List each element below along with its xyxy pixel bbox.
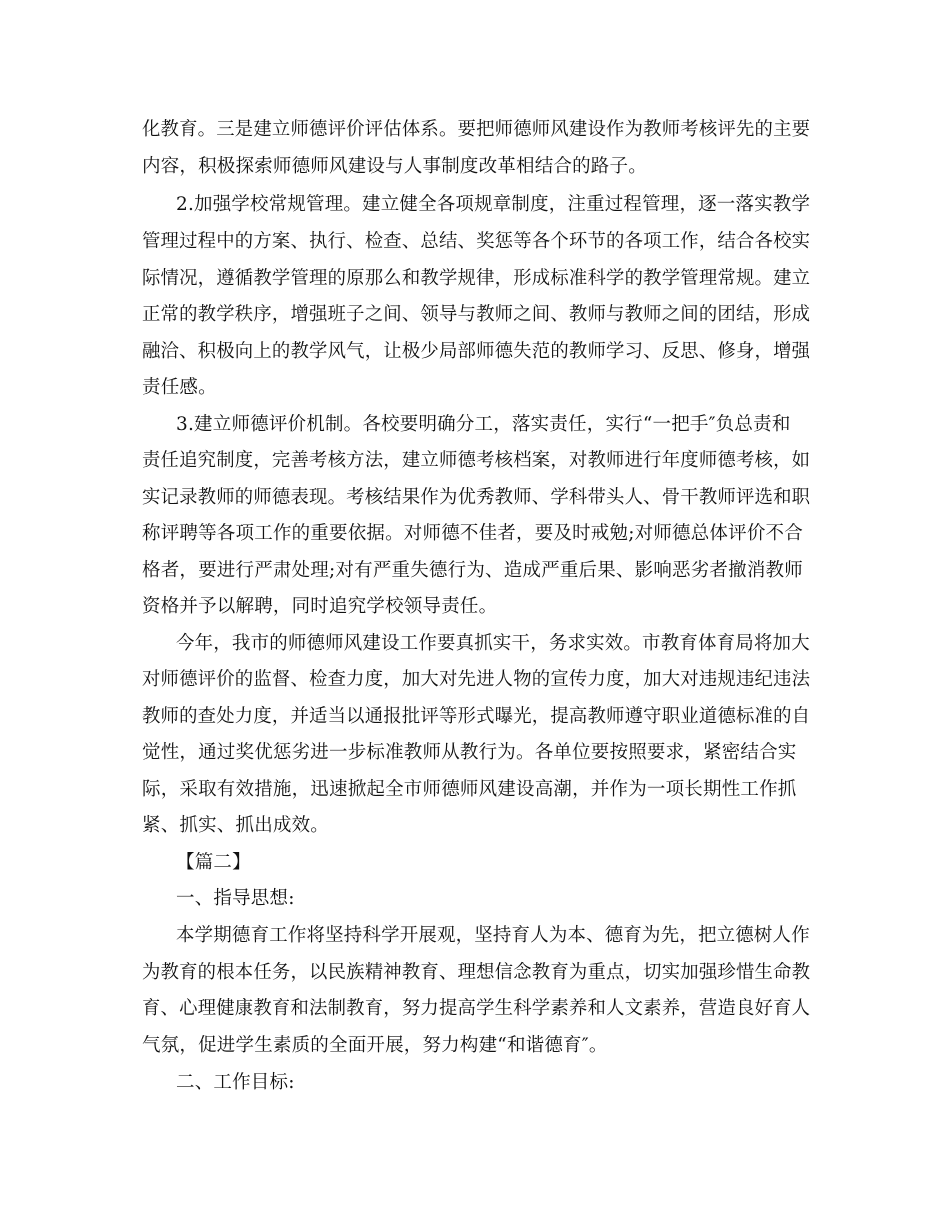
text-line: 际情况，遵循教学管理的原那么和教学规律，形成标准科学的教学管理常规。建立: [142, 268, 811, 289]
text-line: 格者，要进行严肃处理;对有严重失德行为、造成严重后果、影响恶劣者撤消教师: [142, 560, 803, 581]
text-line: 本学期德育工作将坚持科学开展观，坚持育人为本、德育为先，把立德树人作: [176, 925, 810, 946]
text-line: 为教育的根本任务，以民族精神教育、理想信念教育为重点，切实加强珍惜生命教: [142, 962, 811, 983]
text-line: 今年，我市的师德师风建设工作要真抓实干，务求实效。市教育体育局将加大: [176, 633, 810, 654]
section-heading: 一、指导思想:: [176, 888, 295, 909]
section-heading: 二、工作目标:: [176, 1072, 295, 1093]
text-line: 融洽、积极向上的教学风气，让极少局部师德失范的教师学习、反思、修身，增强: [142, 341, 811, 362]
text-line: 责任感。: [142, 377, 217, 398]
text-line: 化教育。三是建立师德评价评估体系。要把师德师风建设作为教师考核评先的主要: [142, 119, 811, 140]
text-line: 对师德评价的监督、检查力度，加大对先进人物的宣传力度，加大对违规违纪违法: [142, 669, 811, 690]
text-line: 育、心理健康教育和法制教育，努力提高学生科学素养和人文素养，营造良好育人: [142, 998, 811, 1019]
text-line: 责任追究制度，完善考核方法，建立师德考核档案，对教师进行年度师德考核，如: [142, 450, 811, 471]
text-line: 资格并予以解聘，同时追究学校领导责任。: [142, 596, 498, 617]
text-line: 紧、抓实、抓出成效。: [142, 815, 330, 836]
text-line: 实记录教师的师德表现。考核结果作为优秀教师、学科带头人、骨干教师评选和职: [142, 487, 811, 508]
text-line: 3.建立师德评价机制。各校要明确分工，落实责任，实行“一把手″负总责和: [176, 414, 791, 435]
text-line: 觉性，通过奖优惩劣进一步标准教师从教行为。各单位要按照要求，紧密结合实: [142, 742, 797, 763]
text-line: 管理过程中的方案、执行、检查、总结、奖惩等各个环节的各项工作，结合各校实: [142, 231, 811, 252]
text-line: 称评聘等各项工作的重要依据。对师德不佳者，要及时戒勉;对师德总体评价不合: [142, 523, 803, 544]
section-heading: 【篇二】: [176, 852, 251, 873]
text-line: 正常的教学秩序，增强班子之间、领导与教师之间、教师与教师之间的团结，形成: [142, 304, 811, 325]
text-line: 内容，积极探索师德师风建设与人事制度改革相结合的路子。: [142, 156, 647, 177]
text-line: 教师的查处力度，并适当以通报批评等形式曝光，提高教师遵守职业道德标准的自: [142, 706, 811, 727]
text-line: 2.加强学校常规管理。建立健全各项规章制度，注重过程管理，逐一落实教学: [176, 194, 811, 215]
text-line: 际，采取有效措施，迅速掀起全市师德师风建设高潮，并作为一项长期性工作抓: [142, 779, 797, 800]
text-line: 气氛，促进学生素质的全面开展，努力构建“和谐德育″。: [142, 1035, 608, 1056]
